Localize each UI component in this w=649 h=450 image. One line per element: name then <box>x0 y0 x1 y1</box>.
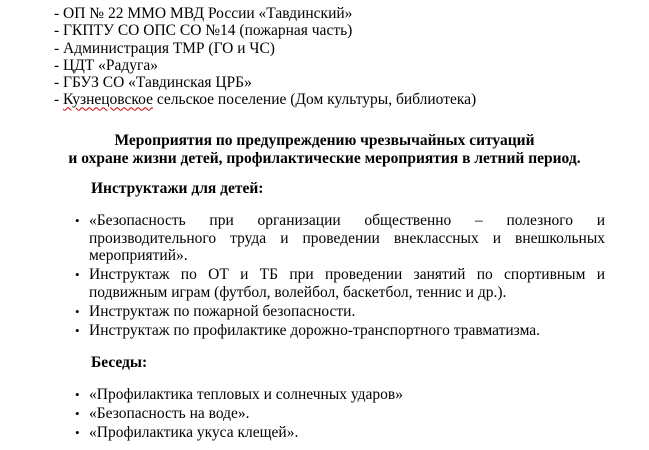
org-item: - Администрация ТМР (ГО и ЧС) <box>54 39 275 57</box>
bullet-icon: • <box>75 213 80 228</box>
org-item-prefix: - <box>54 91 64 109</box>
list-item <box>75 386 605 404</box>
org-item <box>54 91 476 108</box>
list-item <box>75 405 605 423</box>
bullet-icon: • <box>75 267 80 282</box>
org-item: - ЦДТ «Радуга» <box>54 56 159 74</box>
org-item: - ГКПТУ СО ОПС СО №14 (пожарная часть) <box>54 22 353 40</box>
list-item <box>75 266 605 301</box>
org-item: - ГБУЗ СО «Тавдинская ЦРБ» <box>54 74 252 92</box>
section-heading <box>0 132 649 167</box>
list-item <box>75 424 605 442</box>
bullet-icon: • <box>75 425 80 440</box>
list-item <box>75 303 605 321</box>
list-item-text: «Безопасность на воде». <box>89 405 250 422</box>
bullet-icon: • <box>75 387 80 402</box>
bullet-icon: • <box>75 322 80 338</box>
list-item-text: Инструктаж по ОТ и ТБ при проведении занятий по спортивным и подвижным играм (футбол, волейбол, баскетбол, теннис и др.). <box>89 266 605 301</box>
organizations-list <box>54 5 476 109</box>
list-item-text: «Безопасность при организации общественно – полезного и производительного труда и проведении внеклассных и внешкольных мероприятий». <box>89 212 605 264</box>
list-item-text: «Профилактика тепловых и солнечных ударов» <box>89 386 403 403</box>
talks-list <box>75 386 605 443</box>
org-item: - ОП № 22 ММО МВД России «Тавдинский» <box>54 5 353 22</box>
org-item-rest: сельское поселение (Дом культуры, библиотека) <box>152 91 477 109</box>
list-item <box>75 212 605 265</box>
bullet-icon: • <box>75 303 80 319</box>
talks-title: Беседы: <box>91 354 148 371</box>
instructions-list <box>75 212 605 341</box>
heading-line-1: Мероприятия по предупреждению чрезвычайных ситуаций <box>114 132 535 149</box>
list-item-text: «Профилактика укуса клещей». <box>89 424 299 441</box>
spellcheck-word: Кузнецовское <box>63 91 153 109</box>
instructions-title: Инструктажи для детей: <box>91 180 264 197</box>
list-item <box>75 322 605 340</box>
list-item-text: Инструктаж по профилактике дорожно-транспортного травматизма. <box>89 321 541 339</box>
list-item-text: Инструктаж по пожарной безопасности. <box>89 302 356 320</box>
heading-line-2: и охране жизни детей, профилактические мероприятия в летний период. <box>68 149 581 167</box>
bullet-icon: • <box>75 406 80 421</box>
